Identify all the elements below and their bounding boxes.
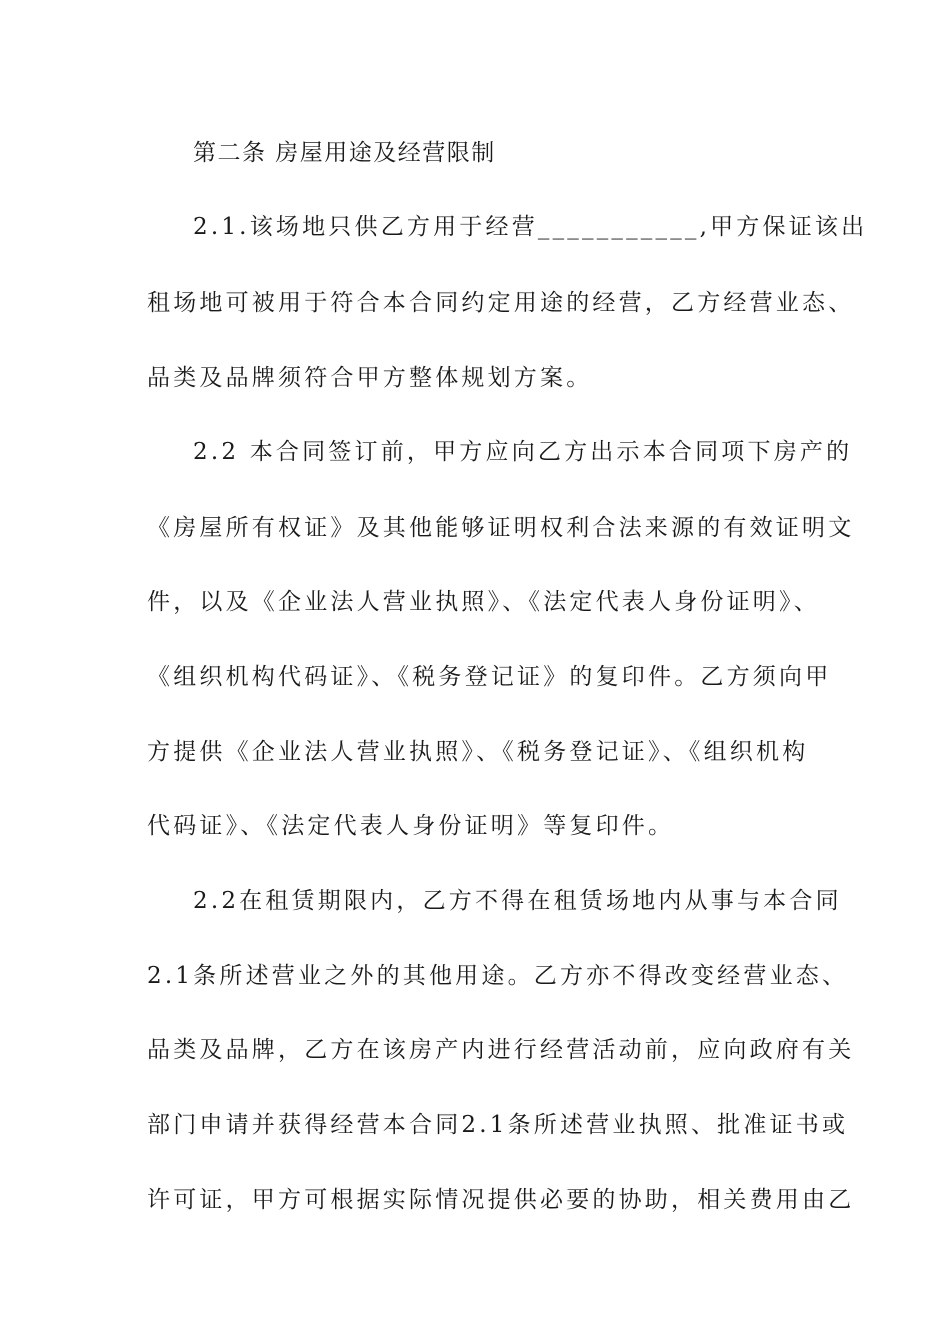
text-line: 品类及品牌须符合甲方整体规划方案。 bbox=[147, 365, 593, 391]
text-line: 租场地可被用于符合本合同约定用途的经营，乙方经营业态、 bbox=[147, 290, 855, 316]
text-line: 《房屋所有权证》及其他能够证明权利合法来源的有效证明文 bbox=[147, 515, 855, 541]
text-line: 方提供《企业法人营业执照》、《税务登记证》、《组织机构 bbox=[147, 739, 809, 765]
article-heading: 第二条 房屋用途及经营限制 bbox=[193, 140, 496, 166]
text-line: 许可证，甲方可根据实际情况提供必要的协助，相关费用由乙 bbox=[147, 1187, 855, 1213]
text-line: 2.2在租赁期限内，乙方不得在租赁场地内从事与本合同 bbox=[193, 888, 842, 914]
text-line: 2.2 本合同签订前，甲方应向乙方出示本合同项下房产的 bbox=[193, 439, 853, 465]
text-line: 2.1条所述营业之外的其他用途。乙方亦不得改变经营业态、 bbox=[147, 963, 849, 989]
text-line: 2.1.该场地只供乙方用于经营___________,甲方保证该出 bbox=[193, 214, 868, 240]
text-line: 部门申请并获得经营本合同2.1条所述营业执照、批准证书或 bbox=[147, 1112, 849, 1138]
text-line: 品类及品牌，乙方在该房产内进行经营活动前，应向政府有关 bbox=[147, 1037, 855, 1063]
text-line: 代码证》、《法定代表人身份证明》等复印件。 bbox=[147, 813, 675, 839]
text-line: 件，以及《企业法人营业执照》、《法定代表人身份证明》、 bbox=[147, 589, 820, 615]
text-line: 《组织机构代码证》、《税务登记证》的复印件。乙方须向甲 bbox=[147, 664, 832, 690]
